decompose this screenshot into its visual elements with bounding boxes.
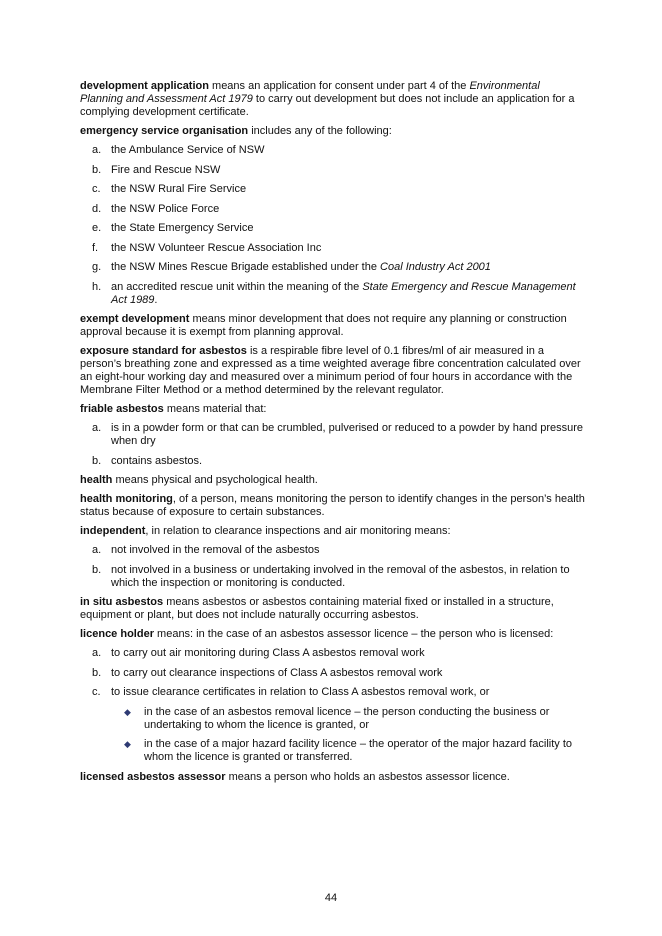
- bullet-icon: ◆: [124, 706, 131, 717]
- definition-text: is a respirable fibre level of 0.1 fibres/ml of air measured in a person’s breathing zone and expressed as a time weighted average fibre concentration calculated over an eight-hour working day and measured over a minimum period of four hours in accordance with the Membrane Filter Method or a method determined by the relevant regulator.: [80, 345, 581, 396]
- list-label: b.: [92, 163, 102, 176]
- list-item: [80, 544, 585, 557]
- definition-term: emergency service organisation: [80, 125, 249, 137]
- list-text: to carry out air monitoring during Class A asbestos removal work: [111, 647, 425, 659]
- definition-term: friable asbestos: [80, 403, 164, 415]
- definition-health: [80, 474, 585, 487]
- act-title: State Emergency and Rescue Management Act 1989: [111, 280, 576, 306]
- list-item: [80, 455, 585, 468]
- definition-term: health monitoring: [80, 493, 173, 505]
- friable-asbestos-list: [80, 422, 585, 468]
- definition-exposure-standard: [80, 345, 585, 397]
- list-label: a.: [92, 544, 102, 556]
- list-label: c.: [92, 183, 101, 195]
- list-item: [80, 647, 585, 660]
- definition-text: means an application for consent under part 4 of the: [208, 80, 470, 92]
- list-label: a.: [92, 144, 102, 156]
- list-item: [80, 261, 585, 274]
- definition-text: means minor development that does not require any planning or construction approval because it is exempt from planning approval.: [80, 313, 567, 338]
- definition-term: licence holder: [80, 628, 154, 640]
- definition-text: includes any of the following:: [248, 125, 392, 137]
- list-text: the NSW Rural Fire Service: [111, 183, 247, 195]
- bullet-text: in the case of a major hazard facility licence – the operator of the major hazard facility to whom the licence is granted or transferred.: [144, 738, 572, 763]
- list-label: b.: [92, 666, 102, 679]
- list-text: the NSW Mines Rescue Brigade established under the: [111, 261, 381, 273]
- act-title: Coal Industry Act 2001: [380, 261, 491, 273]
- list-text: is in a powder form or that can be crumbled, pulverised or reduced to a powder by hand pressure when dry: [111, 422, 584, 447]
- list-label: d.: [92, 202, 102, 215]
- list-item: [80, 164, 585, 177]
- definition-emergency-service-organisation: [80, 125, 585, 138]
- list-label: b.: [92, 454, 102, 467]
- list-label: b.: [92, 563, 102, 576]
- definition-licensed-asbestos-assessor: [80, 771, 585, 784]
- definition-text: to carry out development but does not include an application for a complying development certificate.: [80, 93, 575, 118]
- list-text: the NSW Volunteer Rescue Association Inc: [111, 241, 322, 254]
- definition-exempt-development: [80, 313, 585, 339]
- definition-text: means a person who holds an asbestos assessor licence.: [225, 770, 510, 783]
- list-item: [80, 564, 585, 590]
- definition-term: exempt development: [80, 313, 190, 325]
- bullet-item: [80, 738, 585, 764]
- act-title: Environmental Planning and Assessment Act 1979: [80, 80, 540, 105]
- list-text: .: [154, 293, 158, 306]
- list-item: [80, 203, 585, 216]
- list-label: f.: [92, 241, 99, 254]
- list-item: [80, 242, 585, 255]
- emergency-service-list: [80, 144, 585, 307]
- definition-term: health: [80, 474, 113, 486]
- licence-holder-sublist: [80, 706, 585, 765]
- list-item: [80, 281, 585, 307]
- list-label: h.: [92, 280, 102, 293]
- list-text: an accredited rescue unit within the meaning of the: [111, 280, 363, 293]
- bullet-text: in the case of an asbestos removal licence – the person conducting the business or undertaking to whom the licence is granted, or: [144, 705, 550, 731]
- definition-in-situ-asbestos: [80, 596, 585, 622]
- definition-health-monitoring: [80, 493, 585, 519]
- definition-text: means physical and psychological health.: [112, 474, 318, 486]
- list-item: [80, 686, 585, 699]
- list-text: the State Emergency Service: [111, 222, 254, 234]
- definition-term: licensed asbestos assessor: [80, 770, 226, 783]
- definition-term: independent: [80, 525, 146, 537]
- bullet-icon: ◆: [124, 739, 131, 749]
- document-body: [80, 80, 585, 790]
- definition-friable-asbestos: [80, 403, 585, 416]
- list-item: [80, 183, 585, 196]
- definition-development-application: [80, 80, 585, 119]
- definition-term: in situ asbestos: [80, 596, 164, 608]
- definition-text: means: in the case of an asbestos assessor licence – the person who is licensed:: [153, 628, 554, 640]
- list-text: not involved in the removal of the asbestos: [111, 544, 320, 556]
- list-item: [80, 222, 585, 235]
- list-text: to issue clearance certificates in relation to Class A asbestos removal work, or: [111, 686, 490, 698]
- definition-licence-holder: [80, 628, 585, 641]
- definition-term: exposure standard for asbestos: [80, 345, 247, 357]
- list-text: to carry out clearance inspections of Class A asbestos removal work: [111, 666, 443, 679]
- list-item: [80, 667, 585, 680]
- list-label: a.: [92, 647, 102, 659]
- independent-list: [80, 544, 585, 590]
- page-number: 44: [324, 892, 338, 904]
- list-label: g.: [92, 261, 102, 273]
- list-text: the NSW Police Force: [111, 202, 220, 215]
- list-item: [80, 144, 585, 157]
- list-text: the Ambulance Service of NSW: [111, 144, 265, 156]
- list-text: Fire and Rescue NSW: [111, 163, 221, 176]
- definition-text: means material that:: [163, 403, 267, 415]
- licence-holder-list: [80, 647, 585, 699]
- list-label: a.: [92, 422, 102, 434]
- definition-text: means asbestos or asbestos containing material fixed or installed in a structure, equipment or plant, but does not include naturally occurring asbestos.: [80, 596, 554, 621]
- list-item: [80, 422, 585, 448]
- definition-text: , of a person, means monitoring the person to identify changes in the person’s health status because of exposure to certain substances.: [80, 493, 585, 518]
- list-label: e.: [92, 222, 102, 234]
- bullet-item: [80, 706, 585, 732]
- list-label: c.: [92, 686, 101, 698]
- definition-independent: [80, 525, 585, 538]
- definition-text: , in relation to clearance inspections and air monitoring means:: [145, 525, 451, 537]
- definition-term: development application: [80, 80, 209, 92]
- list-text: contains asbestos.: [111, 454, 203, 467]
- list-text: not involved in a business or undertaking involved in the removal of the asbestos, in relation to which the inspection or monitoring is conducted.: [111, 563, 570, 589]
